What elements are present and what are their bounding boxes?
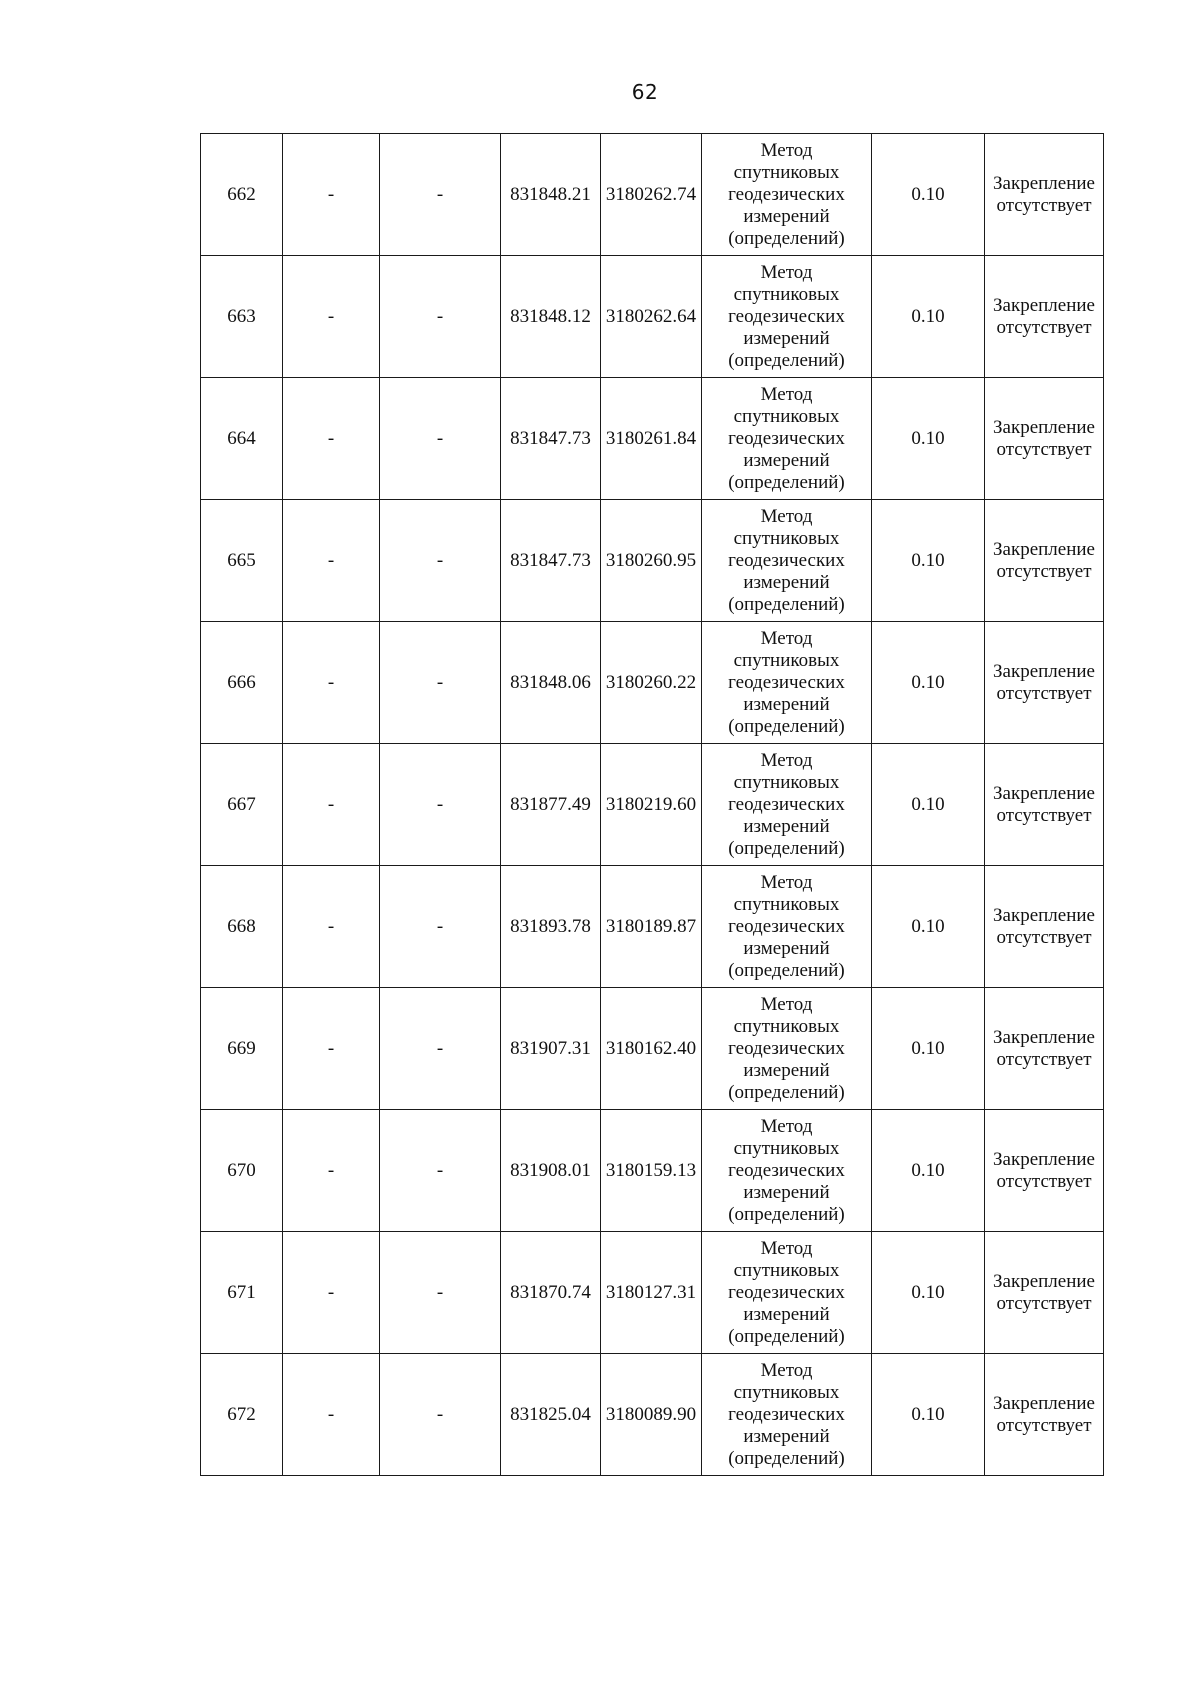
method-line: (определений) (728, 959, 845, 981)
method-line: спутниковых (733, 405, 840, 427)
method-line: измерений (743, 205, 830, 227)
method-line: измерений (743, 1059, 830, 1081)
method-line: Метод (760, 749, 813, 771)
dash-cell: - (380, 744, 501, 866)
dash-cell: - (283, 1110, 380, 1232)
method-line: геодезических (728, 1037, 845, 1059)
fixing-line: Закрепление (993, 172, 1095, 194)
accuracy-cell: 0.10 (872, 1354, 985, 1476)
method-line: (определений) (728, 1203, 845, 1225)
point-number-cell: 667 (201, 744, 283, 866)
table-row (201, 744, 1104, 866)
x-coordinate-cell: 831893.78 (501, 866, 601, 988)
fixing-cell (985, 1354, 1104, 1476)
method-line: измерений (743, 693, 830, 715)
point-number-cell: 665 (201, 500, 283, 622)
method-line: спутниковых (733, 1381, 840, 1403)
table-row (201, 1110, 1104, 1232)
method-line: спутниковых (733, 161, 840, 183)
dash-cell: - (380, 988, 501, 1110)
table-body (201, 134, 1104, 1476)
dash-cell: - (380, 134, 501, 256)
fixing-line: отсутствует (996, 194, 1092, 216)
dash-cell: - (283, 256, 380, 378)
accuracy-cell: 0.10 (872, 1232, 985, 1354)
fixing-cell (985, 256, 1104, 378)
fixing-cell (985, 622, 1104, 744)
y-coordinate-cell: 3180262.74 (601, 134, 702, 256)
fixing-line: Закрепление (993, 904, 1095, 926)
fixing-line: отсутствует (996, 438, 1092, 460)
fixing-line: Закрепление (993, 1270, 1095, 1292)
dash-cell: - (380, 622, 501, 744)
method-line: измерений (743, 327, 830, 349)
x-coordinate-cell: 831848.12 (501, 256, 601, 378)
method-line: (определений) (728, 349, 845, 371)
method-cell (702, 500, 872, 622)
dash-cell: - (283, 500, 380, 622)
y-coordinate-cell: 3180261.84 (601, 378, 702, 500)
method-line: измерений (743, 1425, 830, 1447)
method-line: (определений) (728, 1447, 845, 1469)
dash-cell: - (283, 134, 380, 256)
fixing-cell (985, 378, 1104, 500)
method-line: спутниковых (733, 893, 840, 915)
method-line: геодезических (728, 305, 845, 327)
table-row (201, 1232, 1104, 1354)
point-number-cell: 672 (201, 1354, 283, 1476)
x-coordinate-cell: 831848.21 (501, 134, 601, 256)
method-line: Метод (760, 1359, 813, 1381)
dash-cell: - (380, 1110, 501, 1232)
accuracy-cell: 0.10 (872, 500, 985, 622)
fixing-line: отсутствует (996, 804, 1092, 826)
method-cell (702, 134, 872, 256)
point-number-cell: 671 (201, 1232, 283, 1354)
point-number-cell: 663 (201, 256, 283, 378)
table-row (201, 1354, 1104, 1476)
fixing-line: отсутствует (996, 1048, 1092, 1070)
fixing-cell (985, 134, 1104, 256)
accuracy-cell: 0.10 (872, 378, 985, 500)
dash-cell: - (380, 1354, 501, 1476)
x-coordinate-cell: 831847.73 (501, 378, 601, 500)
method-line: спутниковых (733, 527, 840, 549)
page-number: 62 (631, 80, 659, 104)
accuracy-cell: 0.10 (872, 622, 985, 744)
fixing-line: отсутствует (996, 1170, 1092, 1192)
method-line: (определений) (728, 471, 845, 493)
fixing-line: Закрепление (993, 538, 1095, 560)
method-line: спутниковых (733, 1015, 840, 1037)
accuracy-cell: 0.10 (872, 866, 985, 988)
fixing-line: Закрепление (993, 416, 1095, 438)
fixing-line: отсутствует (996, 1414, 1092, 1436)
method-line: Метод (760, 1237, 813, 1259)
x-coordinate-cell: 831870.74 (501, 1232, 601, 1354)
method-line: Метод (760, 993, 813, 1015)
y-coordinate-cell: 3180260.95 (601, 500, 702, 622)
fixing-line: Закрепление (993, 1026, 1095, 1048)
method-line: измерений (743, 815, 830, 837)
method-line: измерений (743, 937, 830, 959)
method-cell (702, 1110, 872, 1232)
fixing-line: отсутствует (996, 316, 1092, 338)
method-line: геодезических (728, 427, 845, 449)
point-number-cell: 666 (201, 622, 283, 744)
method-line: (определений) (728, 593, 845, 615)
method-line: (определений) (728, 227, 845, 249)
dash-cell: - (380, 256, 501, 378)
dash-cell: - (283, 744, 380, 866)
method-line: измерений (743, 571, 830, 593)
y-coordinate-cell: 3180089.90 (601, 1354, 702, 1476)
x-coordinate-cell: 831877.49 (501, 744, 601, 866)
accuracy-cell: 0.10 (872, 1110, 985, 1232)
method-line: Метод (760, 627, 813, 649)
dash-cell: - (283, 622, 380, 744)
method-line: (определений) (728, 1325, 845, 1347)
fixing-line: Закрепление (993, 1392, 1095, 1414)
method-cell (702, 1232, 872, 1354)
method-line: измерений (743, 449, 830, 471)
dash-cell: - (283, 1354, 380, 1476)
x-coordinate-cell: 831908.01 (501, 1110, 601, 1232)
fixing-line: отсутствует (996, 682, 1092, 704)
method-cell (702, 1354, 872, 1476)
y-coordinate-cell: 3180189.87 (601, 866, 702, 988)
method-line: геодезических (728, 915, 845, 937)
accuracy-cell: 0.10 (872, 256, 985, 378)
x-coordinate-cell: 831825.04 (501, 1354, 601, 1476)
method-line: спутниковых (733, 771, 840, 793)
dash-cell: - (380, 1232, 501, 1354)
fixing-cell (985, 1232, 1104, 1354)
method-line: Метод (760, 871, 813, 893)
accuracy-cell: 0.10 (872, 134, 985, 256)
table-row (201, 622, 1104, 744)
method-line: Метод (760, 139, 813, 161)
point-number-cell: 669 (201, 988, 283, 1110)
fixing-line: отсутствует (996, 926, 1092, 948)
y-coordinate-cell: 3180260.22 (601, 622, 702, 744)
y-coordinate-cell: 3180162.40 (601, 988, 702, 1110)
method-line: геодезических (728, 1159, 845, 1181)
point-number-cell: 664 (201, 378, 283, 500)
method-line: спутниковых (733, 649, 840, 671)
x-coordinate-cell: 831847.73 (501, 500, 601, 622)
method-line: геодезических (728, 1281, 845, 1303)
point-number-cell: 662 (201, 134, 283, 256)
fixing-line: Закрепление (993, 1148, 1095, 1170)
fixing-cell (985, 1110, 1104, 1232)
table-row (201, 500, 1104, 622)
x-coordinate-cell: 831907.31 (501, 988, 601, 1110)
point-number-cell: 670 (201, 1110, 283, 1232)
fixing-cell (985, 744, 1104, 866)
y-coordinate-cell: 3180262.64 (601, 256, 702, 378)
method-cell (702, 378, 872, 500)
dash-cell: - (283, 1232, 380, 1354)
method-line: (определений) (728, 837, 845, 859)
fixing-line: отсутствует (996, 1292, 1092, 1314)
y-coordinate-cell: 3180159.13 (601, 1110, 702, 1232)
fixing-line: отсутствует (996, 560, 1092, 582)
method-line: спутниковых (733, 1259, 840, 1281)
fixing-cell (985, 500, 1104, 622)
method-line: измерений (743, 1181, 830, 1203)
fixing-line: Закрепление (993, 782, 1095, 804)
table-row (201, 256, 1104, 378)
table-row (201, 988, 1104, 1110)
method-cell (702, 866, 872, 988)
method-line: (определений) (728, 715, 845, 737)
accuracy-cell: 0.10 (872, 988, 985, 1110)
dash-cell: - (283, 378, 380, 500)
method-line: Метод (760, 1115, 813, 1137)
method-line: Метод (760, 261, 813, 283)
dash-cell: - (380, 866, 501, 988)
fixing-line: Закрепление (993, 294, 1095, 316)
coordinates-table (200, 133, 1104, 1476)
method-cell (702, 988, 872, 1110)
method-line: Метод (760, 383, 813, 405)
point-number-cell: 668 (201, 866, 283, 988)
table-row (201, 378, 1104, 500)
method-line: геодезических (728, 1403, 845, 1425)
table-row (201, 134, 1104, 256)
dash-cell: - (380, 500, 501, 622)
table-row (201, 866, 1104, 988)
fixing-cell (985, 988, 1104, 1110)
method-line: геодезических (728, 793, 845, 815)
dash-cell: - (380, 378, 501, 500)
y-coordinate-cell: 3180127.31 (601, 1232, 702, 1354)
method-line: геодезических (728, 549, 845, 571)
method-line: спутниковых (733, 1137, 840, 1159)
method-line: спутниковых (733, 283, 840, 305)
method-line: измерений (743, 1303, 830, 1325)
method-cell (702, 256, 872, 378)
x-coordinate-cell: 831848.06 (501, 622, 601, 744)
method-line: геодезических (728, 183, 845, 205)
accuracy-cell: 0.10 (872, 744, 985, 866)
dash-cell: - (283, 988, 380, 1110)
fixing-cell (985, 866, 1104, 988)
method-line: геодезических (728, 671, 845, 693)
dash-cell: - (283, 866, 380, 988)
method-line: (определений) (728, 1081, 845, 1103)
method-cell (702, 744, 872, 866)
method-cell (702, 622, 872, 744)
y-coordinate-cell: 3180219.60 (601, 744, 702, 866)
fixing-line: Закрепление (993, 660, 1095, 682)
method-line: Метод (760, 505, 813, 527)
